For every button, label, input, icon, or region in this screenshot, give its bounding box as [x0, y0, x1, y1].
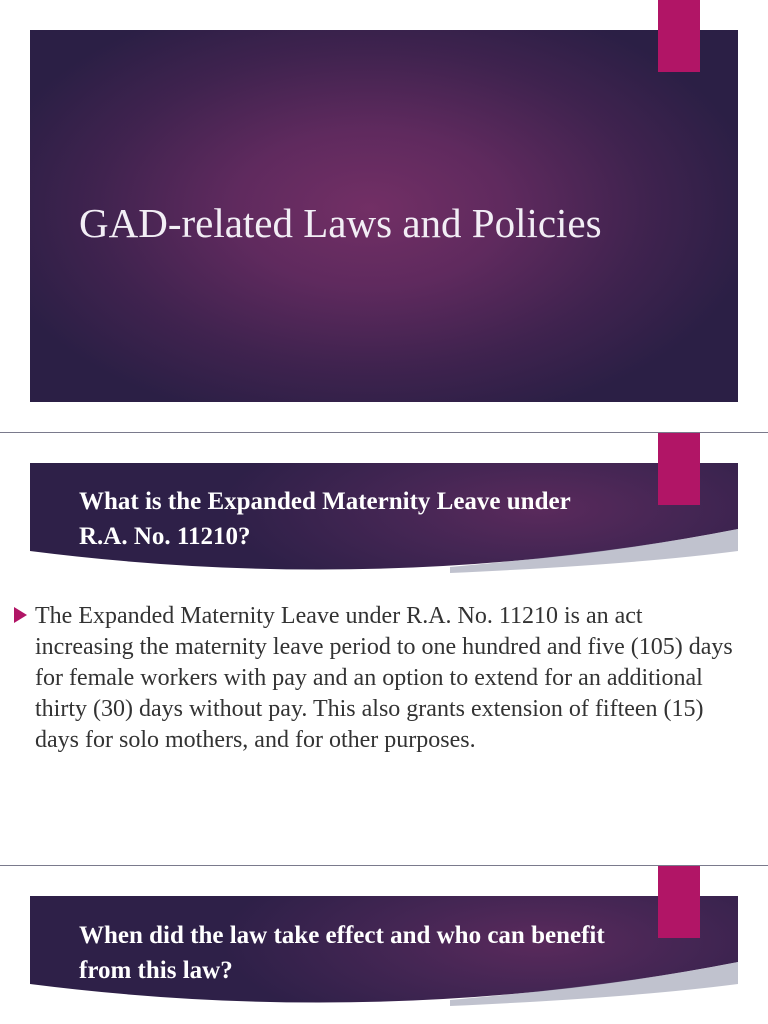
- slide-heading: When did the law take effect and who can benefit from this law?: [79, 922, 605, 984]
- bullet-text: The Expanded Maternity Leave under R.A. No. 11210 is an act increasing the maternity leave period to one hundred and five (105) days for female workers with pay and an option to extend for an additional thirty (30) days without pay. This also grants extension of fifteen (15) days for solo mothers, and for other purposes.: [35, 603, 733, 753]
- slide-title-text: GAD-related Laws and Policies: [79, 200, 602, 246]
- slide-law-effect: [0, 866, 768, 1024]
- slide-heading: What is the Expanded Maternity Leave under R.A. No. 11210?: [79, 488, 571, 550]
- accent-tab: [658, 866, 700, 938]
- accent-tab: [658, 0, 700, 72]
- slide-title: [0, 0, 768, 432]
- accent-tab: [658, 433, 700, 505]
- triangle-bullet-icon: [14, 607, 27, 623]
